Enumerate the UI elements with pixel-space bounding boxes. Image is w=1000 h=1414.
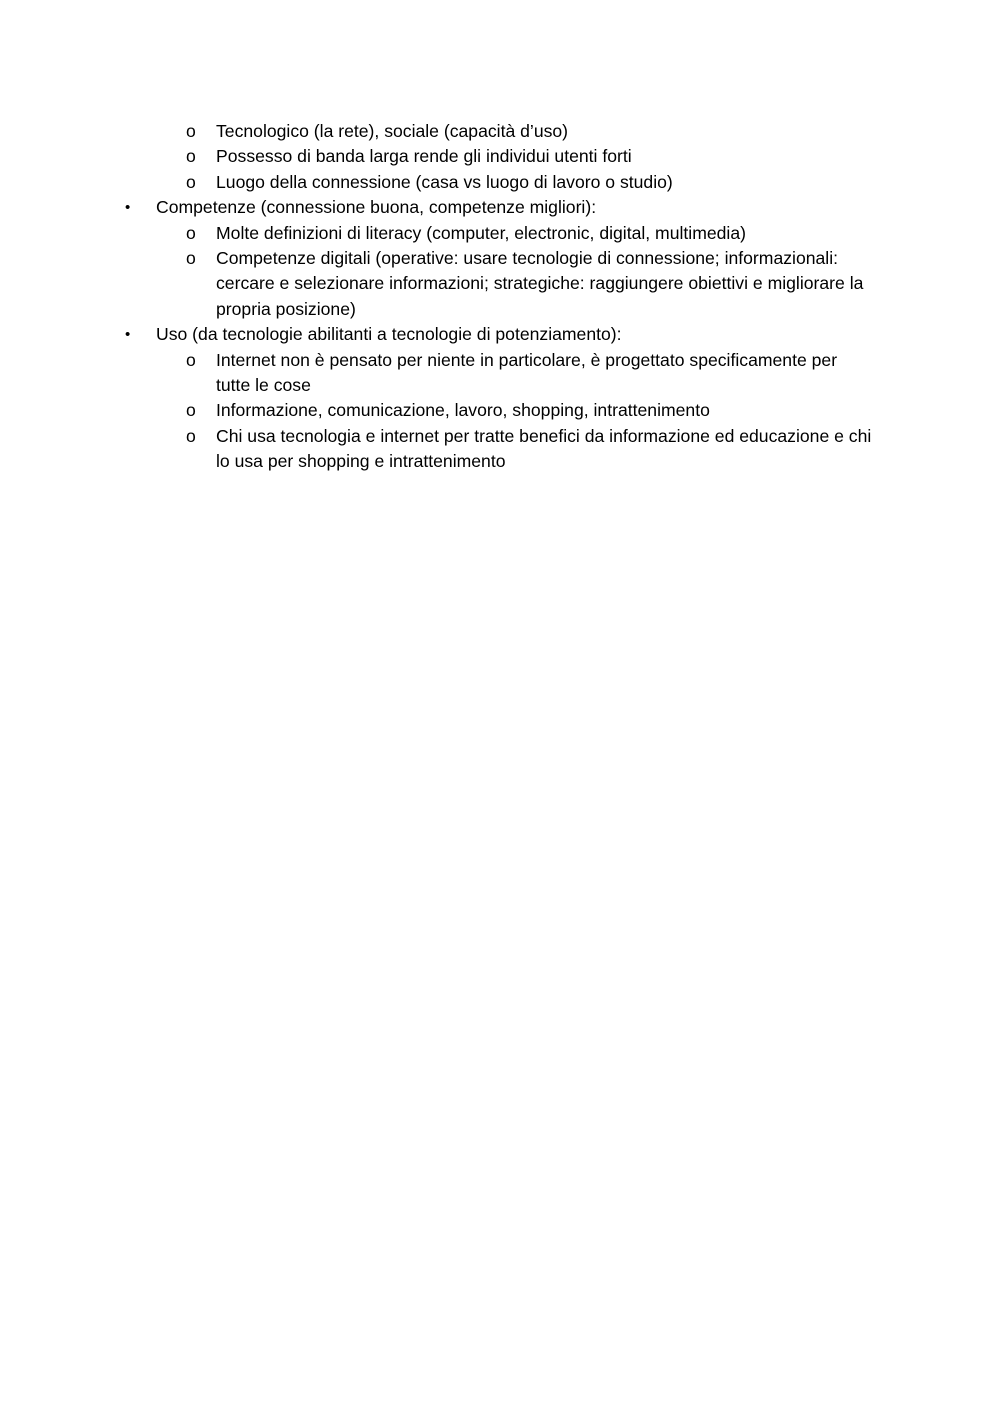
sub-bullet-marker: o	[186, 425, 196, 446]
sub-bullet-marker: o	[186, 247, 196, 268]
list-item-text: Competenze (connessione buona, competenze migliori):	[156, 197, 597, 218]
sub-bullet-marker: o	[186, 146, 196, 167]
list-item-uso	[0, 322, 1000, 347]
document-body	[0, 119, 1000, 474]
list-item	[0, 424, 1000, 475]
list-item	[0, 398, 1000, 423]
sub-bullet-marker: o	[186, 171, 196, 192]
list-item	[0, 144, 1000, 169]
list-item-text: Internet non è pensato per niente in particolare, è progettato specificamente per	[216, 349, 838, 370]
list-item-text: Possesso di banda larga rende gli individui utenti forti	[216, 146, 632, 167]
list-item-competenze	[0, 195, 1000, 220]
list-item-text: Molte definizioni di literacy (computer, electronic, digital, multimedia)	[216, 222, 746, 243]
sub-bullet-marker: o	[186, 349, 196, 370]
list-item-text: Competenze digitali (operative: usare tecnologie di connessione; informazionali:	[216, 247, 839, 268]
list-item-text: Luogo della connessione (casa vs luogo di lavoro o studio)	[216, 171, 673, 192]
sub-bullet-marker: o	[186, 400, 196, 421]
list-item-text: Informazione, comunicazione, lavoro, shopping, intrattenimento	[216, 400, 710, 421]
sub-bullet-marker: o	[186, 222, 196, 243]
list-item-text-continued: tutte le cose	[216, 374, 311, 395]
list-item-text: Tecnologico (la rete), sociale (capacità d’uso)	[216, 121, 569, 141]
list-item-text-continued: cercare e selezionare informazioni; strategiche: raggiungere obiettivi e migliorare la	[216, 273, 864, 294]
list-item	[0, 170, 1000, 195]
list-item-text-continued: propria posizione)	[216, 298, 356, 319]
list-item-text: Uso (da tecnologie abilitanti a tecnologie di potenziamento):	[156, 324, 622, 345]
list-item-text: Chi usa tecnologia e internet per tratte benefici da informazione ed educazione e chi	[216, 425, 872, 446]
bullet-marker: •	[125, 326, 131, 344]
list-item	[0, 348, 1000, 399]
bullet-marker: •	[125, 199, 131, 217]
list-item	[0, 221, 1000, 246]
list-item	[0, 119, 1000, 144]
list-item-text-continued: lo usa per shopping e intrattenimento	[216, 451, 506, 472]
list-item	[0, 246, 1000, 322]
sub-bullet-marker: o	[186, 121, 196, 141]
